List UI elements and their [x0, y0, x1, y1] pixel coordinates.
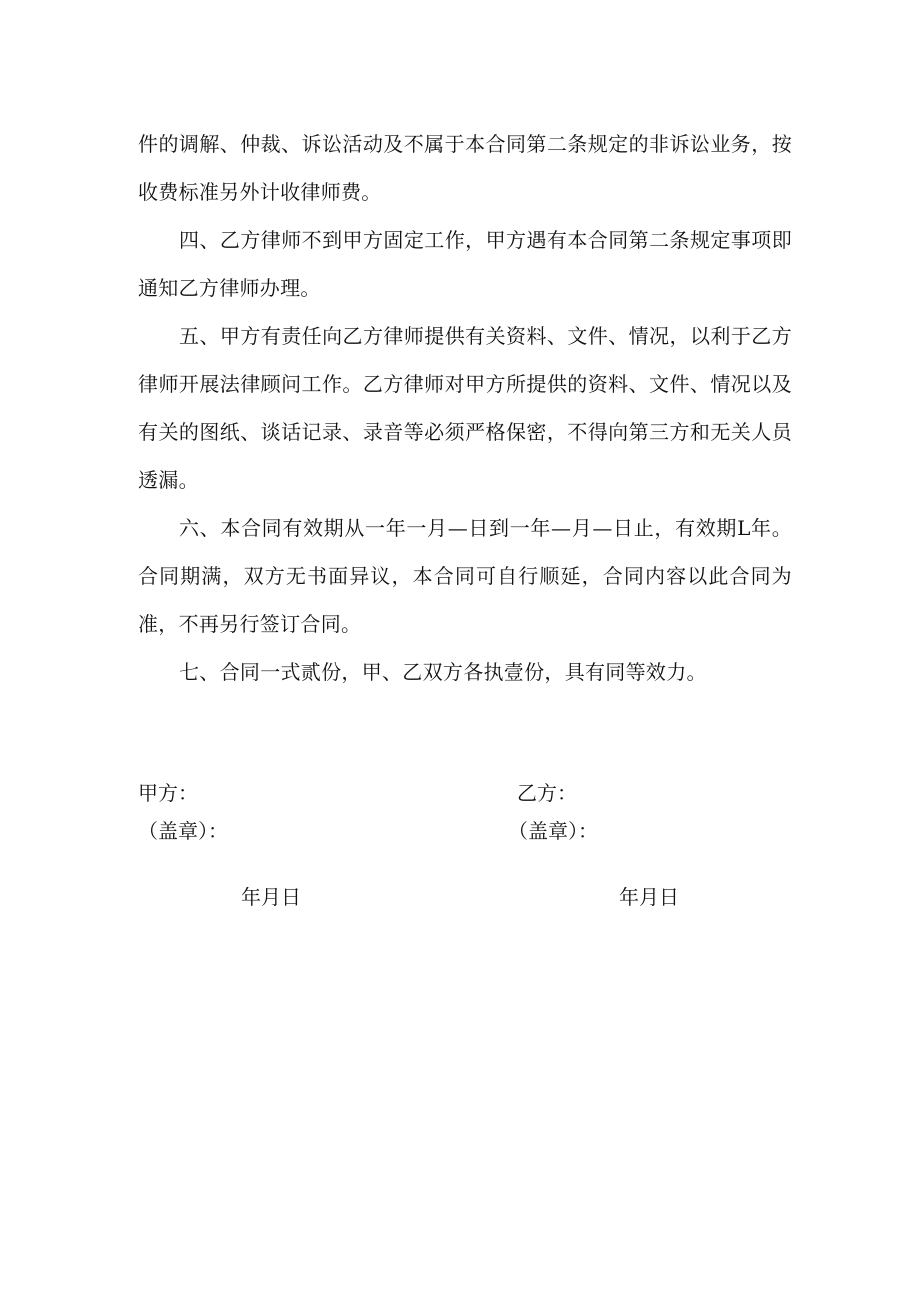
paragraph-clause-5: 五、甲方有责任向乙方律师提供有关资料、文件、情况，以利于乙方律师开展法律顾问工作。乙方律师对甲方所提供的资料、文件、情况以及有关的图纸、谈话记录、录音等必须严格保密，不得向第三方和无关人员透漏。 [138, 324, 792, 492]
paragraph-fee-continuation: 件的调解、仲裁、诉讼活动及不属于本合同第二条规定的非诉讼业务，按收费标准另外计收律师费。 [138, 132, 792, 204]
party-a-label: 甲方： [138, 781, 198, 805]
party-a-seal: （盖章）： [138, 819, 228, 843]
paragraph-clause-4: 四、乙方律师不到甲方固定工作，甲方遇有本合同第二条规定事项即通知乙方律师办理。 [138, 228, 792, 300]
paragraph-clause-7: 七、合同一式贰份，甲、乙双方各执壹份，具有同等效力。 [179, 660, 707, 684]
party-a-date: 年月日 [241, 885, 301, 909]
party-b-label: 乙方： [517, 781, 577, 805]
party-b-date: 年月日 [619, 885, 679, 909]
party-b-seal: （盖章）： [508, 819, 598, 843]
paragraph-clause-6: 六、本合同有效期从一年一月—日到一年—月—日止，有效期L年。合同期满，双方无书面异议，本合同可自行顺延，合同内容以此合同为准，不再另行签订合同。 [138, 516, 792, 636]
contract-body [138, 120, 792, 696]
